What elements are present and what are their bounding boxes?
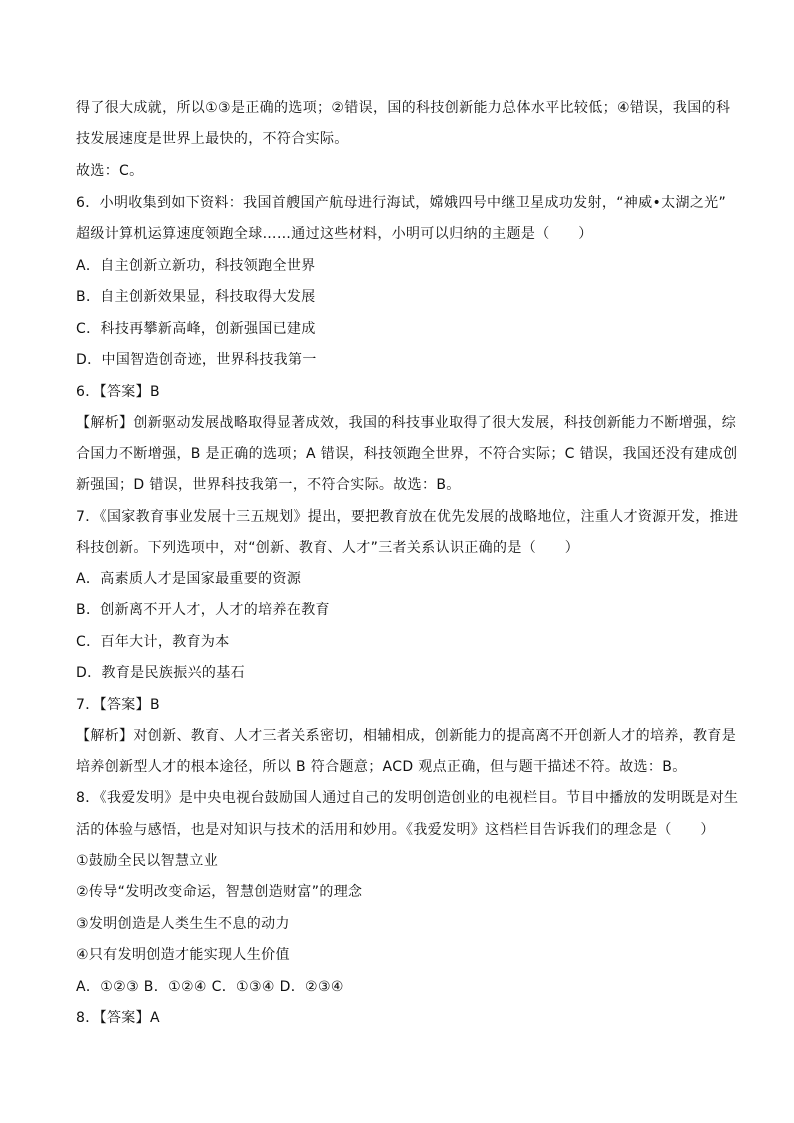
analysis-7-line-1: 【解析】对创新、教育、人才三者关系密切，相辅相成，创新能力的提高离不开创新人才的培养，教育是 [76, 728, 737, 744]
question-8-statement-2: ②传导“发明改变命运，智慧创造财富”的理念 [76, 884, 363, 900]
question-6-option-c: C．科技再攀新高峰，创新强国已建成 [76, 321, 316, 337]
analysis-6-line-2: 合国力不断增强，B 是正确的选项；A 错误，科技领跑全世界，不符合实际；C 错误，我国还没有建成创 [76, 446, 738, 462]
text-line-1: 得了很大成就，所以①③是正确的选项；②错误，国的科技创新能力总体水平比较低；④错误，我国的科 [76, 100, 731, 116]
question-8-options: A．①②③ B．①②④ C．①③④ D．②③④ [76, 979, 344, 995]
question-6-option-b: B．自主创新效果显，科技取得大发展 [76, 289, 316, 305]
question-8-stem-line-2: 活的体验与感悟，也是对知识与技术的活用和妙用。《我爱发明》这档栏目告诉我们的理念是（ ） [76, 822, 715, 838]
question-7-option-b: B．创新离不开人才，人才的培养在教育 [76, 602, 330, 618]
question-6-option-d: D．中国智造创奇迹，世界科技我第一 [76, 352, 317, 368]
analysis-6-line-3: 新强国；D 错误，世界科技我第一，不符合实际。故选：B。 [76, 477, 461, 493]
answer-6: 6．【答案】B [76, 384, 160, 400]
question-6-stem-line-2: 超级计算机运算速度领跑全球……通过这些材料，小明可以归纳的主题是（ ） [76, 226, 593, 242]
question-8-statement-1: ①鼓励全民以智慧立业 [76, 853, 219, 869]
question-7-stem-line-1: 7．《国家教育事业发展十三五规划》提出，要把教育放在优先发展的战略地位，注重人才资源开发，推进 [76, 509, 739, 525]
answer-8: 8．【答案】A [76, 1010, 160, 1026]
answer-7: 7．【答案】B [76, 697, 160, 713]
question-7-stem-line-2: 科技创新。下列选项中，对“创新、教育、人才”三者关系认识正确的是（ ） [76, 540, 580, 556]
analysis-7-line-2: 培养创新型人才的根本途径，所以 B 符合题意；ACD 观点正确，但与题干描述不符。故选：B。 [76, 759, 687, 775]
question-6-stem-line-1: 6．小明收集到如下资料：我国首艘国产航母进行海试，嫦娥四号中继卫星成功发射，“神威•太湖之光” [76, 195, 727, 211]
question-6-option-a: A．自主创新立新功，科技领跑全世界 [76, 258, 316, 274]
question-8-statement-4: ④只有发明创造才能实现人生价值 [76, 947, 290, 963]
analysis-6-line-1: 【解析】创新驱动发展战略取得显著成效，我国的科技事业取得了很大发展，科技创新能力不断增强，综 [76, 415, 737, 431]
question-7-option-c: C．百年大计，教育为本 [76, 634, 230, 650]
question-7-option-a: A．高素质人才是国家最重要的资源 [76, 571, 302, 587]
text-line-2: 技发展速度是世界上最快的，不符合实际。 [76, 131, 349, 147]
question-7-option-d: D．教育是民族振兴的基石 [76, 665, 245, 681]
text-line-3: 故选：C。 [76, 163, 144, 179]
question-8-stem-line-1: 8．《我爱发明》是中央电视台鼓励国人通过自己的发明创造创业的电视栏目。节目中播放的发明既是对生 [76, 790, 739, 806]
question-8-statement-3: ③发明创造是人类生生不息的动力 [76, 916, 290, 932]
